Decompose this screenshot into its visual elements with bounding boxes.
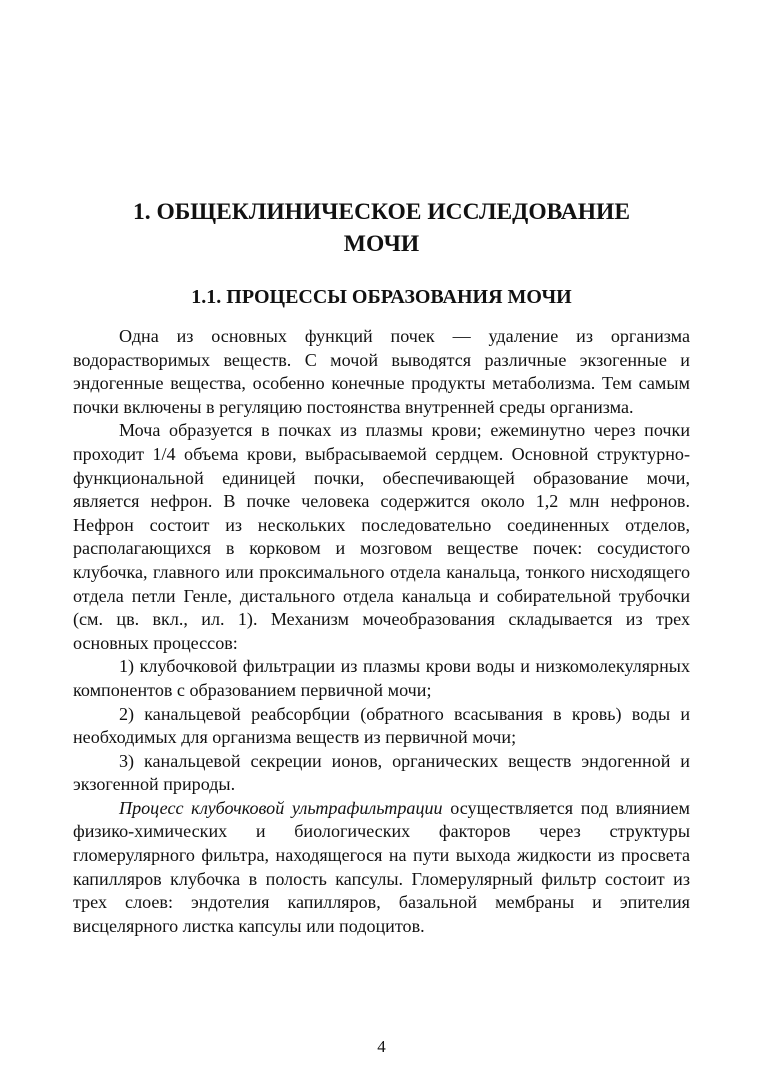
paragraph-1: Одна из основных функций почек — удаление из организма водорастворимых веществ. С мочой выводятся различные экзогенные и эндогенные вещества, особенно конечные продукты метаболизма. Тем самым почки включены в регуляцию постоянства внутренней среды организма.: [73, 326, 690, 417]
list-item-3: 3) канальцевой секреции ионов, органических веществ эндогенной и экзогенной природы.: [73, 750, 690, 795]
paragraph-3-text: осуществляется под влиянием физико-химических и биологических факторов через структуры гломерулярного фильтра, находящегося на пути выхода жидкости из просвета капилляров клубочка в полость капсулы. Гломерулярный фильтр состоит из трех слоев: эндотелия капилляров, базальной мембраны и эпителия висцелярного листка капсулы или подоцитов.: [73, 797, 690, 936]
list-item-1: 1) клубочковой фильтрации из плазмы крови воды и низкомолекулярных компонентов с образованием первичной мочи;: [73, 656, 690, 700]
section-title: 1.1. ПРОЦЕССЫ ОБРАЗОВАНИЯ МОЧИ: [191, 286, 572, 308]
chapter-title: [73, 196, 690, 260]
chapter-title-line-2: МОЧИ: [343, 231, 420, 257]
chapter-title-line-1: 1. ОБЩЕКЛИНИЧЕСКОЕ ИССЛЕДОВАНИЕ: [132, 199, 631, 225]
body-text: [73, 325, 690, 938]
paragraph-3: [73, 797, 690, 939]
page-number: 4: [377, 1037, 386, 1056]
list-item-2: 2) канальцевой реабсорбции (обратного всасывания в кровь) воды и необходимых для организма веществ из первичной мочи;: [73, 703, 690, 748]
paragraph-3-italic-term: Процесс клубочковой ультрафильтрации: [119, 797, 443, 818]
document-page: [73, 0, 690, 1079]
paragraph-2: Моча образуется в почках из плазмы крови; ежеминутно через почки проходит 1/4 объема крови, выбрасываемой сердцем. Основной структурно-функциональной единицей почки, обеспечивающей образование мочи, является нефрон. В почке человека содержится около 1,2 млн нефронов. Нефрон состоит из нескольких последовательно соединенных отделов, располагающихся в корковом и мозговом веществе почек: сосудистого клубочка, главного или проксимального отдела канальца, тонкого нисходящего отдела петли Генле, дистального отдела канальца и собирательной трубочки (см. цв. вкл., ил. 1). Механизм мочеобразования складывается из трех основных процессов:: [73, 420, 690, 653]
